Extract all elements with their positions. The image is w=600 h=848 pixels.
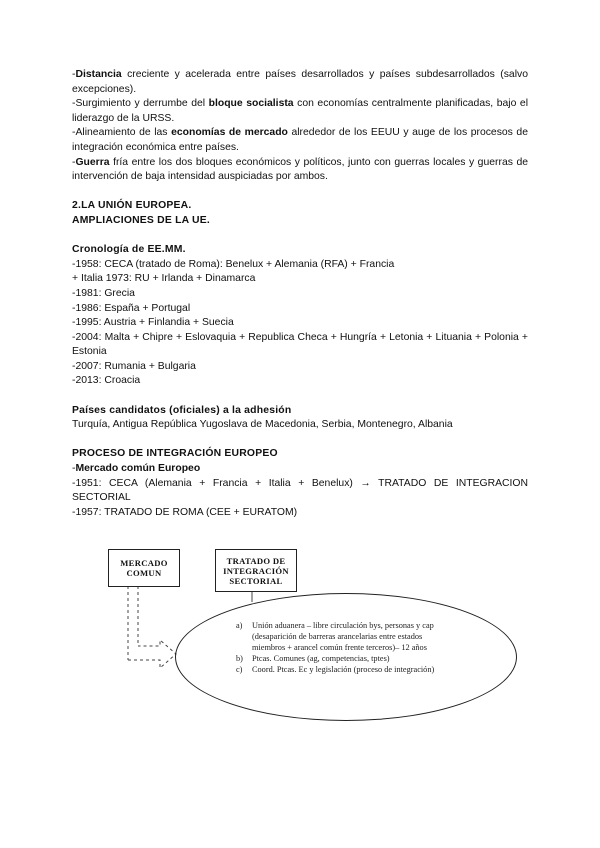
cronologia-line: -2007: Rumania + Bulgaria: [72, 360, 196, 372]
cronologia-heading: Cronología de EE.MM.: [72, 244, 186, 256]
candidatos-heading: Países candidatos (oficiales) a la adhesión: [72, 404, 292, 416]
intro-paragraph-distancia: -Distancia creciente y acelerada entre países desarrollados y países subdesarrollados (salvo excepciones).: [72, 69, 528, 95]
bold-term-distancia: Distancia: [75, 69, 122, 80]
cronologia-line: -1981: Grecia: [72, 287, 135, 299]
cronologia-line: -1995: Austria + Finlandia + Suecia: [72, 317, 234, 329]
proceso-subtitle-text: Mercado común Europeo: [75, 463, 201, 475]
item-label: c): [236, 665, 243, 674]
box-label: MERCADO: [120, 558, 168, 568]
cronologia-line: -1986: España + Portugal: [72, 302, 191, 314]
intro-paragraph-mercado: [72, 126, 528, 155]
paragraph-text: -Alineamiento de las: [72, 127, 172, 139]
cronologia-line: -2004: Malta + Chipre + Eslovaquia + Republica Checa + Hungría + Letonia + Lituania + Polonia + Estonia: [72, 331, 528, 358]
proceso-subtitle: -Mercado común Europeo: [72, 463, 201, 475]
paragraph-text: -Surgimiento y derrumbe del: [72, 98, 209, 110]
mercado-comun-box: [108, 549, 180, 587]
item-label: a): [236, 621, 243, 630]
bold-term-guerra: Guerra: [75, 156, 110, 168]
intro-paragraph-bloque: [72, 97, 528, 126]
paragraph-text: alrededor de los EEUU y auge de los procesos de integración económica entre países.: [72, 127, 528, 153]
proceso-line-1957: -1957: TRATADO DE ROMA (CEE + EURATOM): [72, 506, 298, 518]
integration-items: [236, 620, 436, 675]
tratado-integracion-box: [215, 549, 297, 592]
intro-paragraph-guerra: -Guerra fría entre los dos bloques económicos y políticos, junto con guerras locales y guerras de intervención de baja intensidad auspiciadas por ambos.: [72, 156, 528, 183]
box-label: INTEGRACIÓN: [223, 565, 289, 576]
box-label: TRATADO DE: [226, 555, 286, 566]
proceso-title: PROCESO DE INTEGRACIÓN EUROPEO: [72, 448, 278, 460]
document-page: [72, 68, 528, 520]
bold-term-bloque: bloque socialista: [208, 98, 294, 110]
box-label: COMUN: [126, 568, 162, 578]
list-item: [236, 664, 436, 675]
item-text: Ptcas. Comunes (ag, competencias, tptes): [252, 654, 390, 663]
cronologia-line: -2013: Croacia: [72, 375, 141, 387]
paragraph-text: fría entre los dos bloques económicos y políticos, junto con guerras locales y guerras de intervención de baja intensidad auspiciadas por ambos.: [72, 156, 528, 183]
item-text: Unión aduanera – libre circulación bys, personas y cap (desaparición de barreras arancelarias entre estados miembros + arancel común frente terceros)– 12 años: [252, 621, 434, 652]
bold-term-economias: economías de mercado: [171, 127, 288, 139]
paragraph-text: creciente y acelerada entre países desarrollados y países subdesarrollados (salvo excepciones).: [72, 69, 528, 95]
list-item: [236, 653, 436, 664]
candidatos-text: Turquía, Antigua República Yugoslava de Macedonia, Serbia, Montenegro, Albania: [72, 419, 453, 431]
item-label: b): [236, 654, 243, 663]
item-text: Coord. Ptcas. Ec y legislación (proceso de integración): [252, 665, 435, 674]
cronologia-line: + Italia 1973: RU + Irlanda + Dinamarca: [72, 273, 256, 285]
paragraph-text: con economías centralmente planificadas, bajo el liderazgo de la URSS.: [72, 98, 529, 124]
integration-ellipse: [175, 593, 517, 721]
dashed-arrow-icon: [128, 640, 176, 668]
list-item: [236, 620, 436, 653]
proceso-line-1951: -1951: CECA (Alemania + Francia + Italia + Benelux) → TRATADO DE INTEGRACION SECTORIAL: [72, 477, 528, 504]
section-title: 2.LA UNIÓN EUROPEA.: [72, 200, 192, 212]
cronologia-line: -1958: CECA (tratado de Roma): Benelux + Alemania (RFA) + Francia: [72, 258, 395, 270]
section-subtitle: AMPLIACIONES DE LA UE.: [72, 214, 210, 226]
box-label: SECTORIAL: [229, 575, 283, 586]
